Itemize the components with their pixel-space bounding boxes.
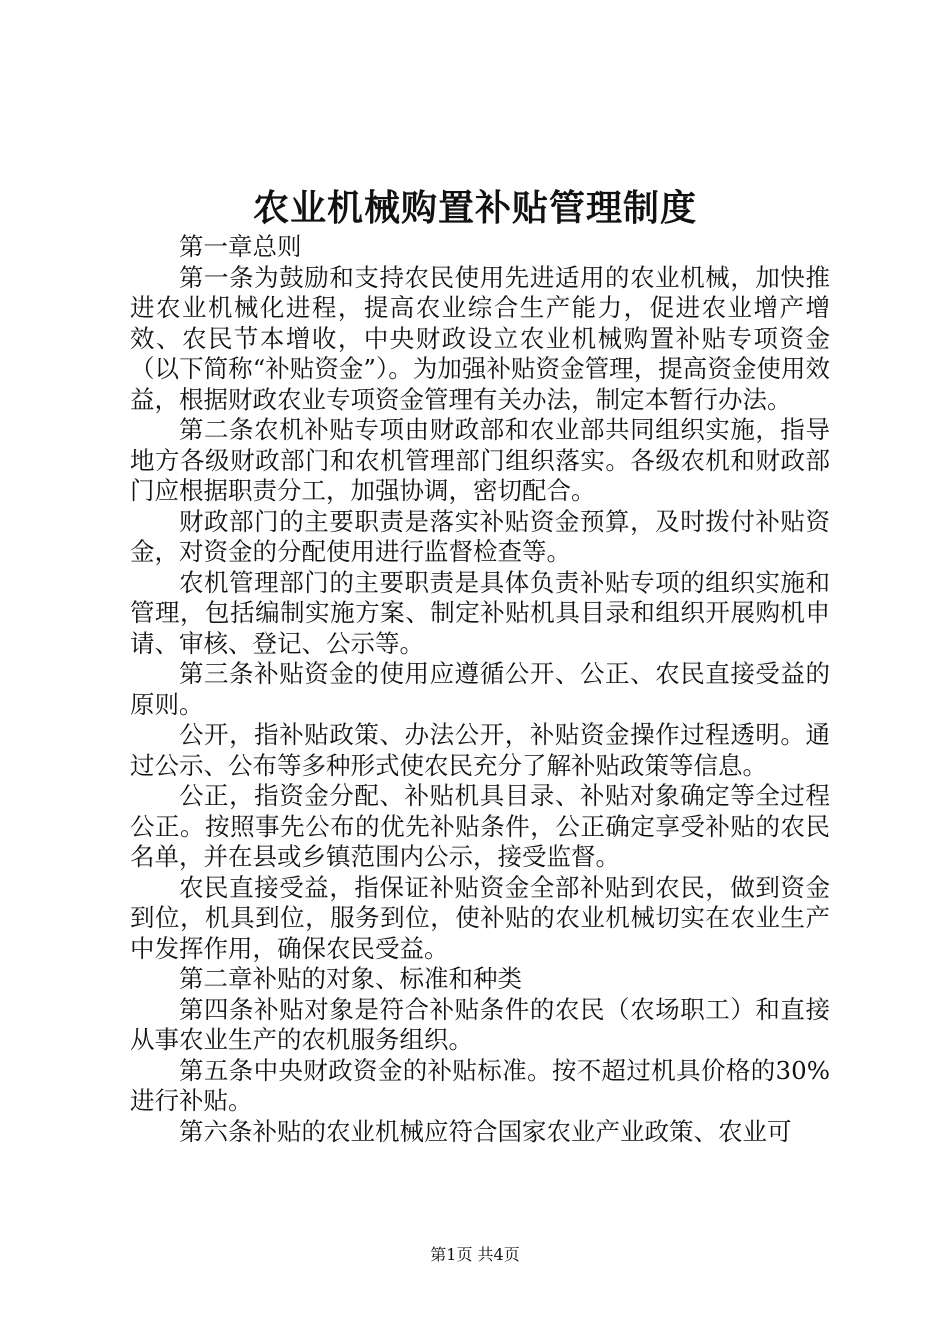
paragraph: 财政部门的主要职责是落实补贴资金预算，及时拨付补贴资金，对资金的分配使用进行监督检查等。 xyxy=(130,506,830,566)
paragraph: 第三条补贴资金的使用应遵循公开、公正、农民直接受益的原则。 xyxy=(130,659,830,719)
paragraph: 公开，指补贴政策、办法公开，补贴资金操作过程透明。通过公示、公布等多种形式使农民充分了解补贴政策等信息。 xyxy=(130,720,830,780)
page-footer: 第1页 共4页 xyxy=(430,1245,520,1264)
document-body xyxy=(130,232,830,1147)
paragraph: 第六条补贴的农业机械应符合国家农业产业政策、农业可 xyxy=(179,1116,792,1146)
paragraph: 第四条补贴对象是符合补贴条件的农民（农场职工）和直接从事农业生产的农机服务组织。 xyxy=(130,994,830,1054)
chapter-heading: 第一章总则 xyxy=(179,232,302,261)
paragraph: 农民直接受益，指保证补贴资金全部补贴到农民，做到资金到位，机具到位，服务到位，使补贴的农业机械切实在农业生产中发挥作用，确保农民受益。 xyxy=(130,872,830,963)
paragraph: 第五条中央财政资金的补贴标准。按不超过机具价格的30%进行补贴。 xyxy=(130,1055,830,1115)
paragraph: 第二条农机补贴专项由财政部和农业部共同组织实施，指导地方各级财政部门和农机管理部门组织落实。各级农机和财政部门应根据职责分工，加强协调，密切配合。 xyxy=(130,415,830,505)
paragraph: 公正，指资金分配、补贴机具目录、补贴对象确定等全过程公正。按照事先公布的优先补贴条件，公正确定享受补贴的农民名单，并在县或乡镇范围内公示，接受监督。 xyxy=(130,781,830,871)
document-title: 农业机械购置补贴管理制度 xyxy=(252,187,697,229)
paragraph: 第一条为鼓励和支持农民使用先进适用的农业机械，加快推进农业机械化进程，提高农业综合生产能力，促进农业增产增效、农民节本增收，中央财政设立农业机械购置补贴专项资金（以下简称“补贴资金”）。为加强补贴资金管理，提高资金使用效益，根据财政农业专项资金管理有关办法，制定本暂行办法。 xyxy=(130,262,830,414)
chapter-heading: 第二章补贴的对象、标准和种类 xyxy=(179,964,522,993)
paragraph: 农机管理部门的主要职责是具体负责补贴专项的组织实施和管理，包括编制实施方案、制定补贴机具目录和组织开展购机申请、审核、登记、公示等。 xyxy=(130,567,830,658)
